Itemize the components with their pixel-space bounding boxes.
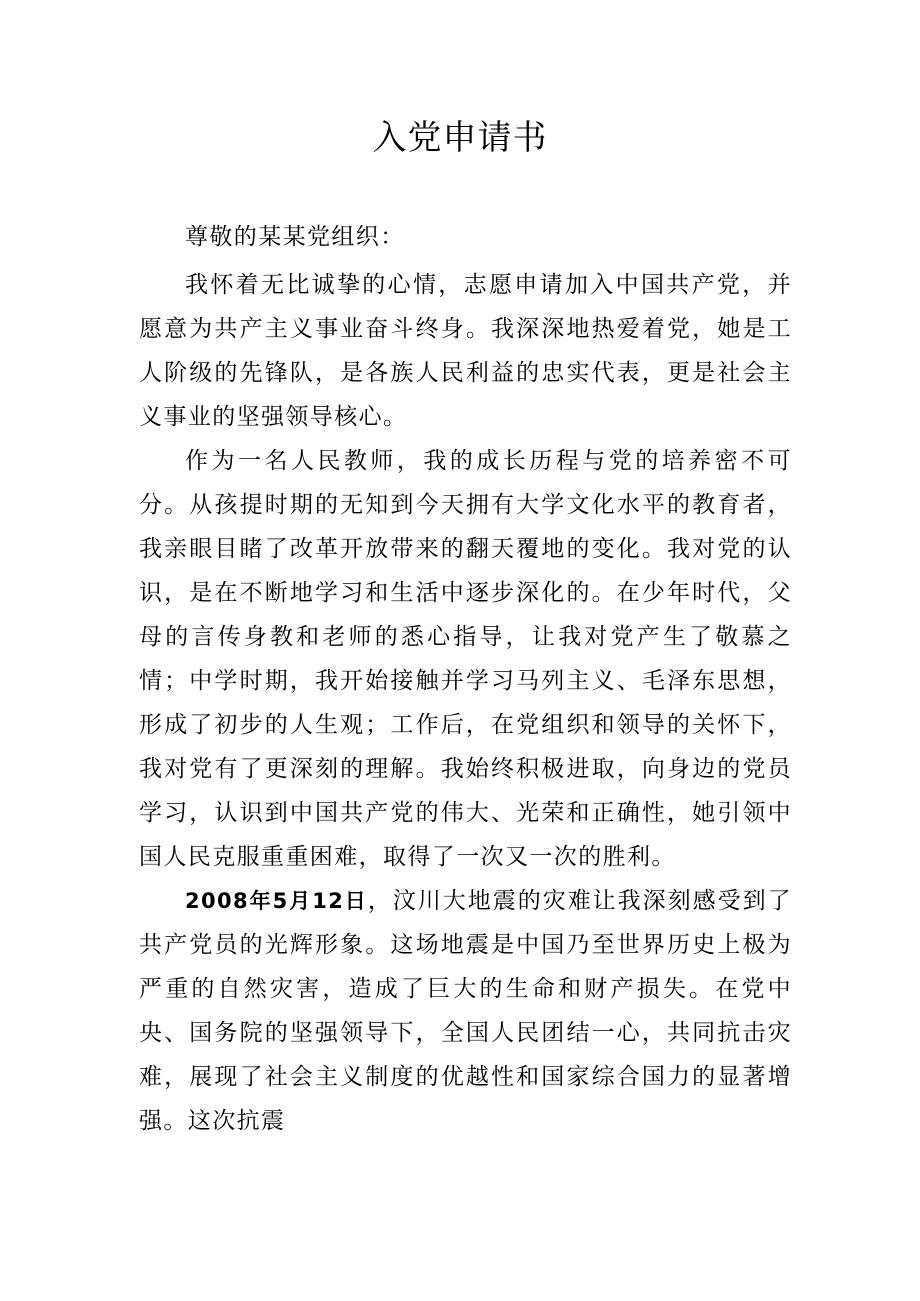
paragraph-3 [139,879,792,1143]
salutation: 尊敬的某某党组织： [185,224,405,250]
paragraph-3-text: ，汶川大地震的灾难让我深刻感受到了共产党员的光辉形象。这场地震是中国乃至世界历史上极为严重的自然灾害，造成了巨大的生命和财产损失。在党中央、国务院的坚强领导下，全国人民团结一心，共同抗击灾难，展现了社会主义制度的优越性和国家综合国力的显著增强。这次抗震 [139,888,792,1134]
document-title: 入党申请书 [372,118,548,158]
earthquake-date: 2008年5月12日 [185,889,368,913]
paragraph-2: 作为一名人民教师，我的成长历程与党的培养密不可分。从孩提时期的无知到今天拥有大学文化水平的教育者，我亲眼目睹了改革开放带来的翻天覆地的变化。我对党的认识，是在不断地学习和生活中逐步深化的。在少年时代，父母的言传身教和老师的悉心指导，让我对党产生了敬慕之情；中学时期，我开始接触并学习马列主义、毛泽东思想，形成了初步的人生观；工作后，在党组织和领导的关怀下，我对党有了更深刻的理解。我始终积极进取，向身边的党员学习，认识到中国共产党的伟大、光荣和正确性，她引领中国人民克服重重困难，取得了一次又一次的胜利。 [139,448,792,870]
paragraph-1: 我怀着无比诚挚的心情，志愿申请加入中国共产党，并愿意为共产主义事业奋斗终身。我深深地热爱着党，她是工人阶级的先锋队，是各族人民利益的忠实代表，更是社会主义事业的坚强领导核心。 [139,272,792,430]
document-body [139,215,792,1143]
